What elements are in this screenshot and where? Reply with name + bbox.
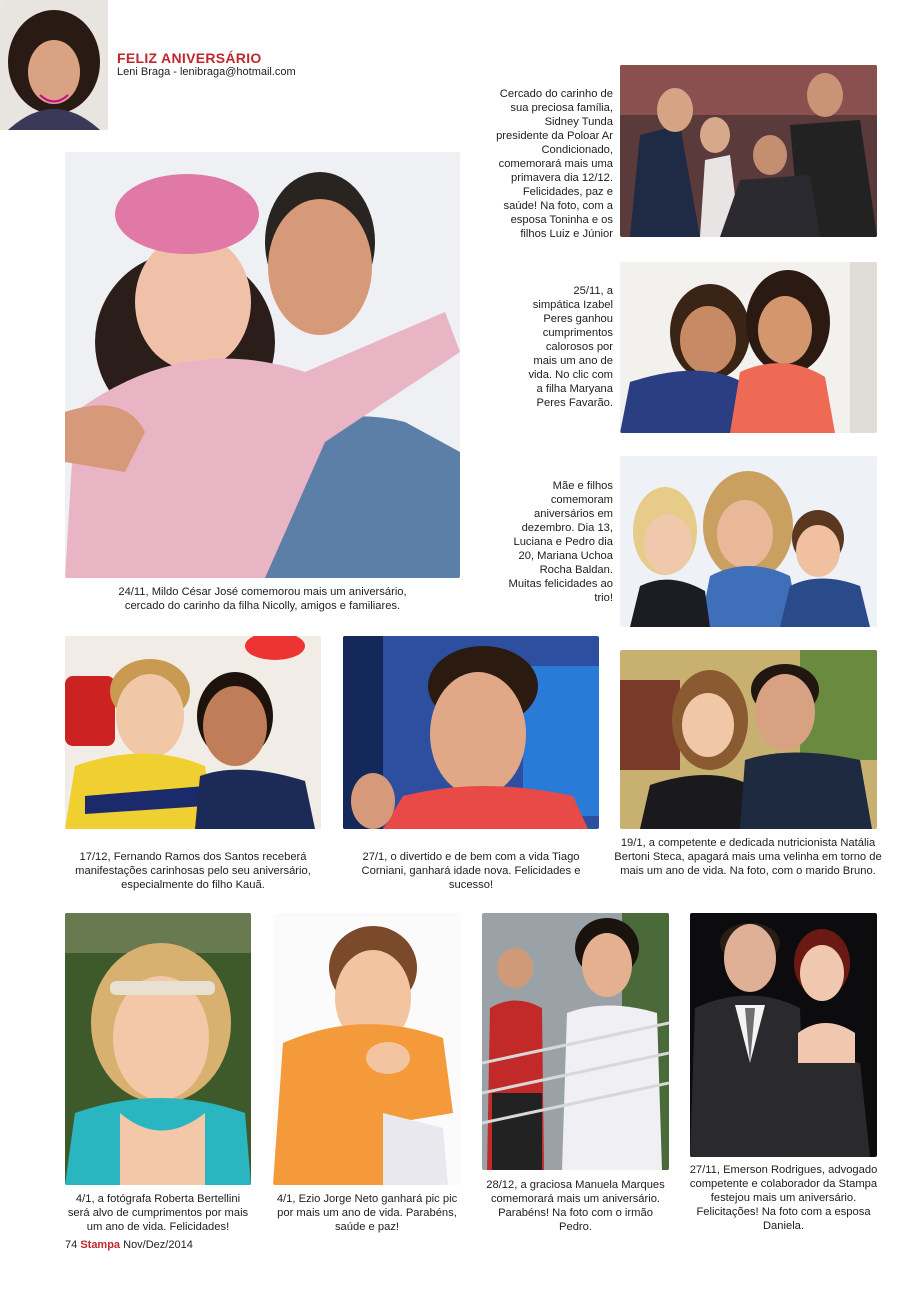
page-footer (65, 1239, 193, 1251)
caption-sidney: Cercado do carinho de sua preciosa família, Sidney Tunda presidente da Poloar Ar Condicionado, comemorará mais uma primavera dia 12/12. Felicidades, paz e saúde! Na foto, com a esposa Toninha e os filhos Luiz e Júnior (496, 88, 613, 240)
magazine-brand: Stampa (80, 1239, 121, 1251)
photo-mildo-nicolly (65, 152, 460, 578)
caption-emerson: 27/11, Emerson Rodrigues, advogado competente e colaborador da Stampa festejou mais um aniversário. Felicitações! Na foto com a esposa Daniela. (689, 1164, 878, 1232)
caption-fernando: 17/12, Fernando Ramos dos Santos receberá manifestações carinhosas pelo seu aniversário, especialmente do filho Kauã. (75, 851, 311, 891)
photo-roberta (65, 913, 251, 1185)
caption-manuela: 28/12, a graciosa Manuela Marques comemorará mais um aniversário. Parabéns! Na foto com o irmão Pedro. (486, 1179, 665, 1233)
page-number: 74 (65, 1239, 78, 1251)
caption-roberta: 4/1, a fotógrafa Roberta Bertellini será alvo de cumprimentos por mais um ano de vida. Felicidades! (67, 1193, 249, 1233)
photo-fernando-kaua (65, 636, 321, 829)
caption-tiago: 27/1, o divertido e de bem com a vida Tiago Corniani, ganhará idade nova. Felicidades e sucesso! (361, 851, 581, 891)
photo-ezio (273, 913, 461, 1185)
photo-natalia-bruno (620, 650, 877, 829)
photo-izabel-maryana (620, 262, 877, 433)
issue-date: Nov/Dez/2014 (123, 1239, 193, 1251)
caption-mae-filhos: Mãe e filhos comemoram aniversários em dezembro. Dia 13, Luciana e Pedro dia 20, Mariana Uchoa Rocha Baldan. Muitas felicidades ao trio! (508, 480, 613, 604)
photo-mae-filhos (620, 456, 877, 627)
photo-sidney-family (620, 65, 877, 237)
caption-ezio: 4/1, Ezio Jorge Neto ganhará pic pic por mais um ano de vida. Parabéns, saúde e paz! (276, 1193, 458, 1233)
caption-natalia: 19/1, a competente e dedicada nutricionista Natália Bertoni Steca, apagará mais uma velinha em torno de mais um ano de vida. Na foto, com o marido Bruno. (614, 837, 882, 877)
section-title: FELIZ ANIVERSÁRIO (117, 50, 262, 66)
photo-manuela-pedro (482, 913, 669, 1170)
caption-izabel: 25/11, a simpática Izabel Peres ganhou cumprimentos calorosos por mais um ano de vida. No clic com a filha Maryana Peres Favarão. (528, 285, 613, 409)
photo-tiago (343, 636, 599, 829)
caption-mildo: 24/11, Mildo César José comemorou mais um aniversário, cercado do carinho da filha Nicolly, amigos e familiares. (118, 586, 407, 612)
columnist-byline: Leni Braga - lenibraga@hotmail.com (117, 66, 296, 78)
columnist-portrait (0, 0, 108, 130)
photo-emerson-daniela (690, 913, 877, 1157)
